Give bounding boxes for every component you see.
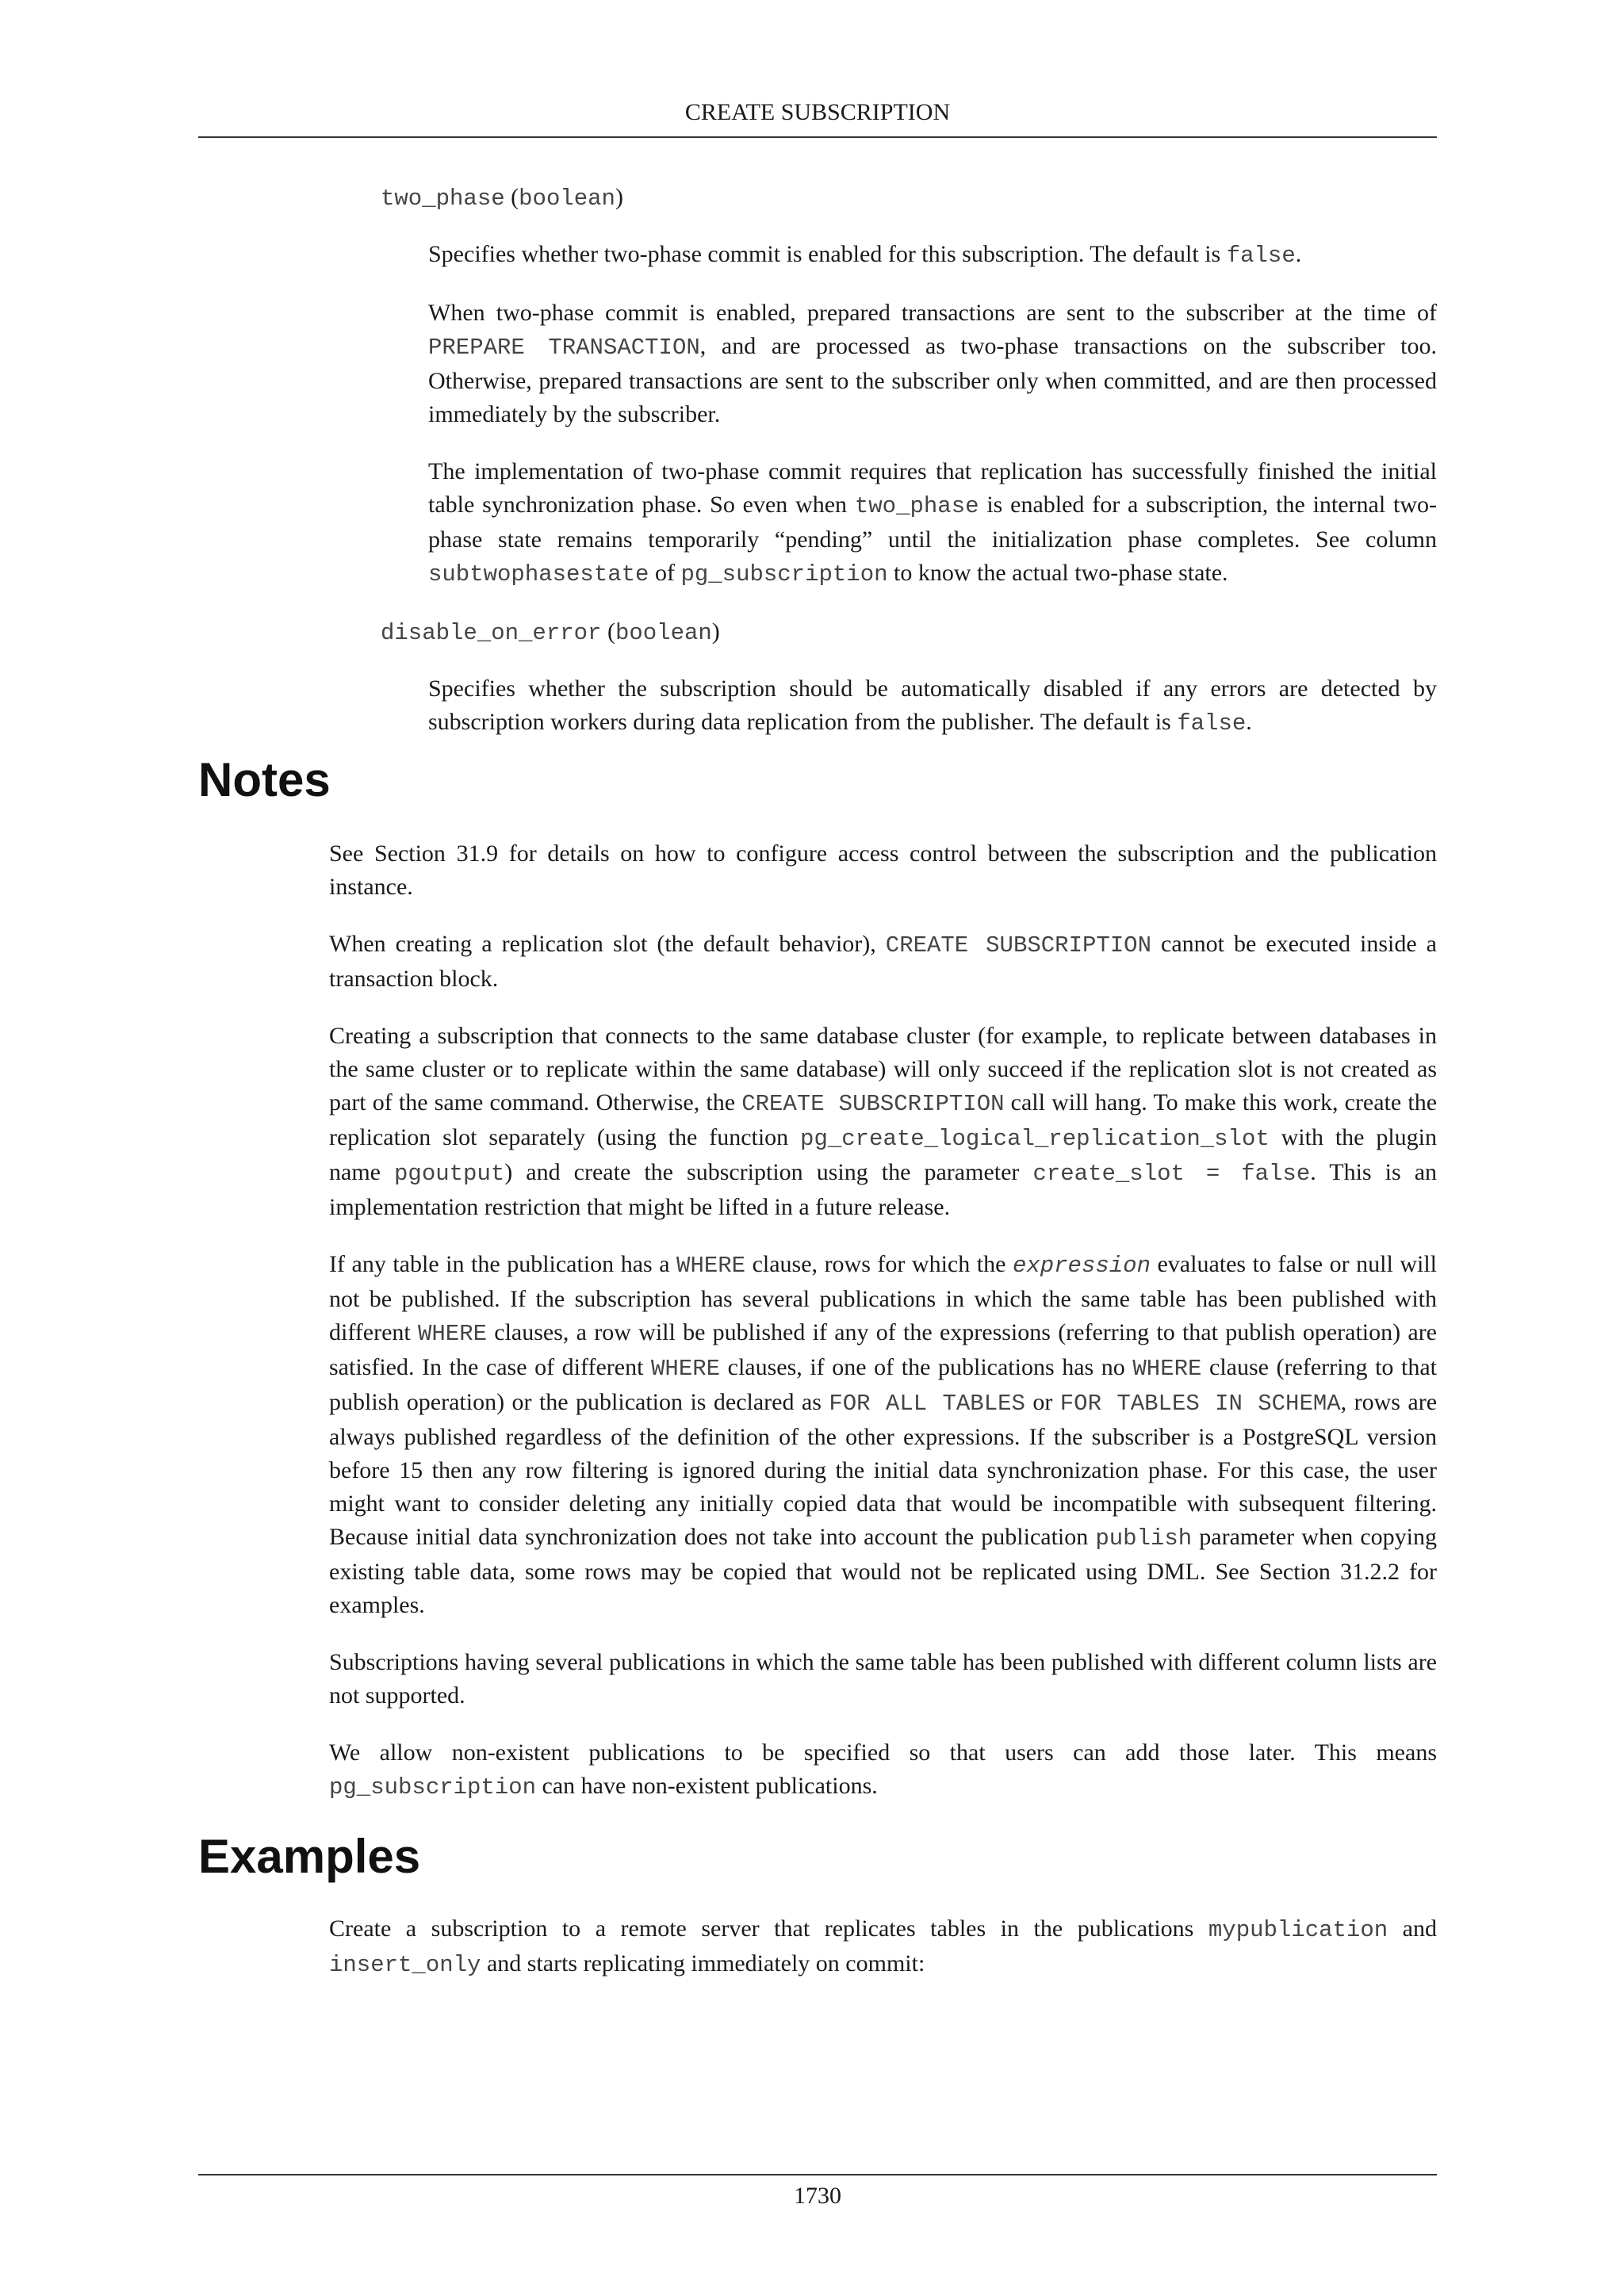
paragraph: Specifies whether the subscription should be automatically disabled if any errors are detected by subscription workers during data replication from the publisher. The default is false.	[428, 675, 1437, 737]
running-header: CREATE SUBSCRIPTION	[684, 99, 951, 125]
option-name: two_phase	[381, 186, 505, 212]
footer-rule	[198, 2174, 1437, 2175]
header-rule	[198, 136, 1437, 138]
paragraph: When creating a replication slot (the default behavior), CREATE SUBSCRIPTION cannot be executed inside a transaction block.	[329, 931, 1437, 992]
paragraph: Creating a subscription that connects to the same database cluster (for example, to replicate between databases in the same cluster or to replicate within the same database) will only succeed if the replication slot is not created as part of the same command. Otherwise, the CREATE SUBSCRIPTION call will hang. To make this work, create the replication slot separately (using the function pg_create_logical_replication_slot with the plugin name pgoutput) and create the subscription using the parameter create_slot = false. This is an implementation restriction that might be lifted in a future release.	[329, 1023, 1438, 1220]
notes-section	[329, 837, 1437, 1804]
section-heading-notes: Notes	[198, 753, 331, 806]
option-name: disable_on_error	[381, 620, 602, 646]
option-term-two-phase: two_phase (boolean)	[381, 184, 623, 212]
option-term-disable-on-error: disable_on_error (boolean)	[381, 618, 720, 646]
option-type: boolean	[519, 186, 615, 212]
paragraph: Specifies whether two-phase commit is enabled for this subscription. The default is false.	[428, 241, 1302, 269]
option-description-two-phase	[428, 238, 1437, 591]
paragraph: See Section 31.9 for details on how to configure access control between the subscription and the publication instance.	[329, 840, 1437, 900]
option-description-disable-on-error	[428, 672, 1437, 740]
paragraph: Create a subscription to a remote server that replicates tables in the publications mypublication and insert_only and starts replicating immediately on commit:	[329, 1915, 1437, 1978]
examples-section	[329, 1912, 1437, 1982]
page-content	[198, 181, 1437, 2006]
paragraph: When two-phase commit is enabled, prepared transactions are sent to the subscriber at the time of PREPARE TRANSACTION, and are processed as two-phase transactions on the subscriber too. Otherwise, prepared transactions are sent to the subscriber only when committed, and are then processed immediately by the subscriber.	[428, 300, 1437, 427]
paragraph: We allow non-existent publications to be specified so that users can add those later. This means pg_subscription can have non-existent publications.	[329, 1739, 1437, 1800]
page-number: 1730	[794, 2183, 841, 2209]
paragraph: Subscriptions having several publications in which the same table has been published with different column lists are not supported.	[329, 1649, 1437, 1709]
paragraph: If any table in the publication has a WHERE clause, rows for which the expression evaluates to false or null will not be published. If the subscription has several publications in which the same table has been published with different WHERE clauses, a row will be published if any of the expressions (referring to that publish operation) are satisfied. In the case of different WHERE clauses, if one of the publications has no WHERE clause (referring to that publish operation) or the publication is declared as FOR ALL TABLES or FOR TABLES IN SCHEMA, rows are always published regardless of the definition of the other expressions. If the subscriber is a PostgreSQL version before 15 then any row filtering is ignored during the initial data synchronization phase. For this case, the user might want to consider deleting any initially copied data that would be incompatible with subsequent filtering. Because initial data synchronization does not take into account the publication publish parameter when copying existing table data, some rows may be copied that would not be replicated using DML. See Section 31.2.2 for examples.	[329, 1251, 1438, 1618]
paragraph: The implementation of two-phase commit requires that replication has successfully finished the initial table synchronization phase. So even when two_phase is enabled for a subscription, the internal two-phase state remains temporarily “pending” until the initialization phase completes. See column subtwophasestate of pg_subscription to know the actual two-phase state.	[428, 458, 1437, 587]
section-heading-examples: Examples	[198, 1830, 421, 1883]
option-type: boolean	[615, 620, 712, 646]
